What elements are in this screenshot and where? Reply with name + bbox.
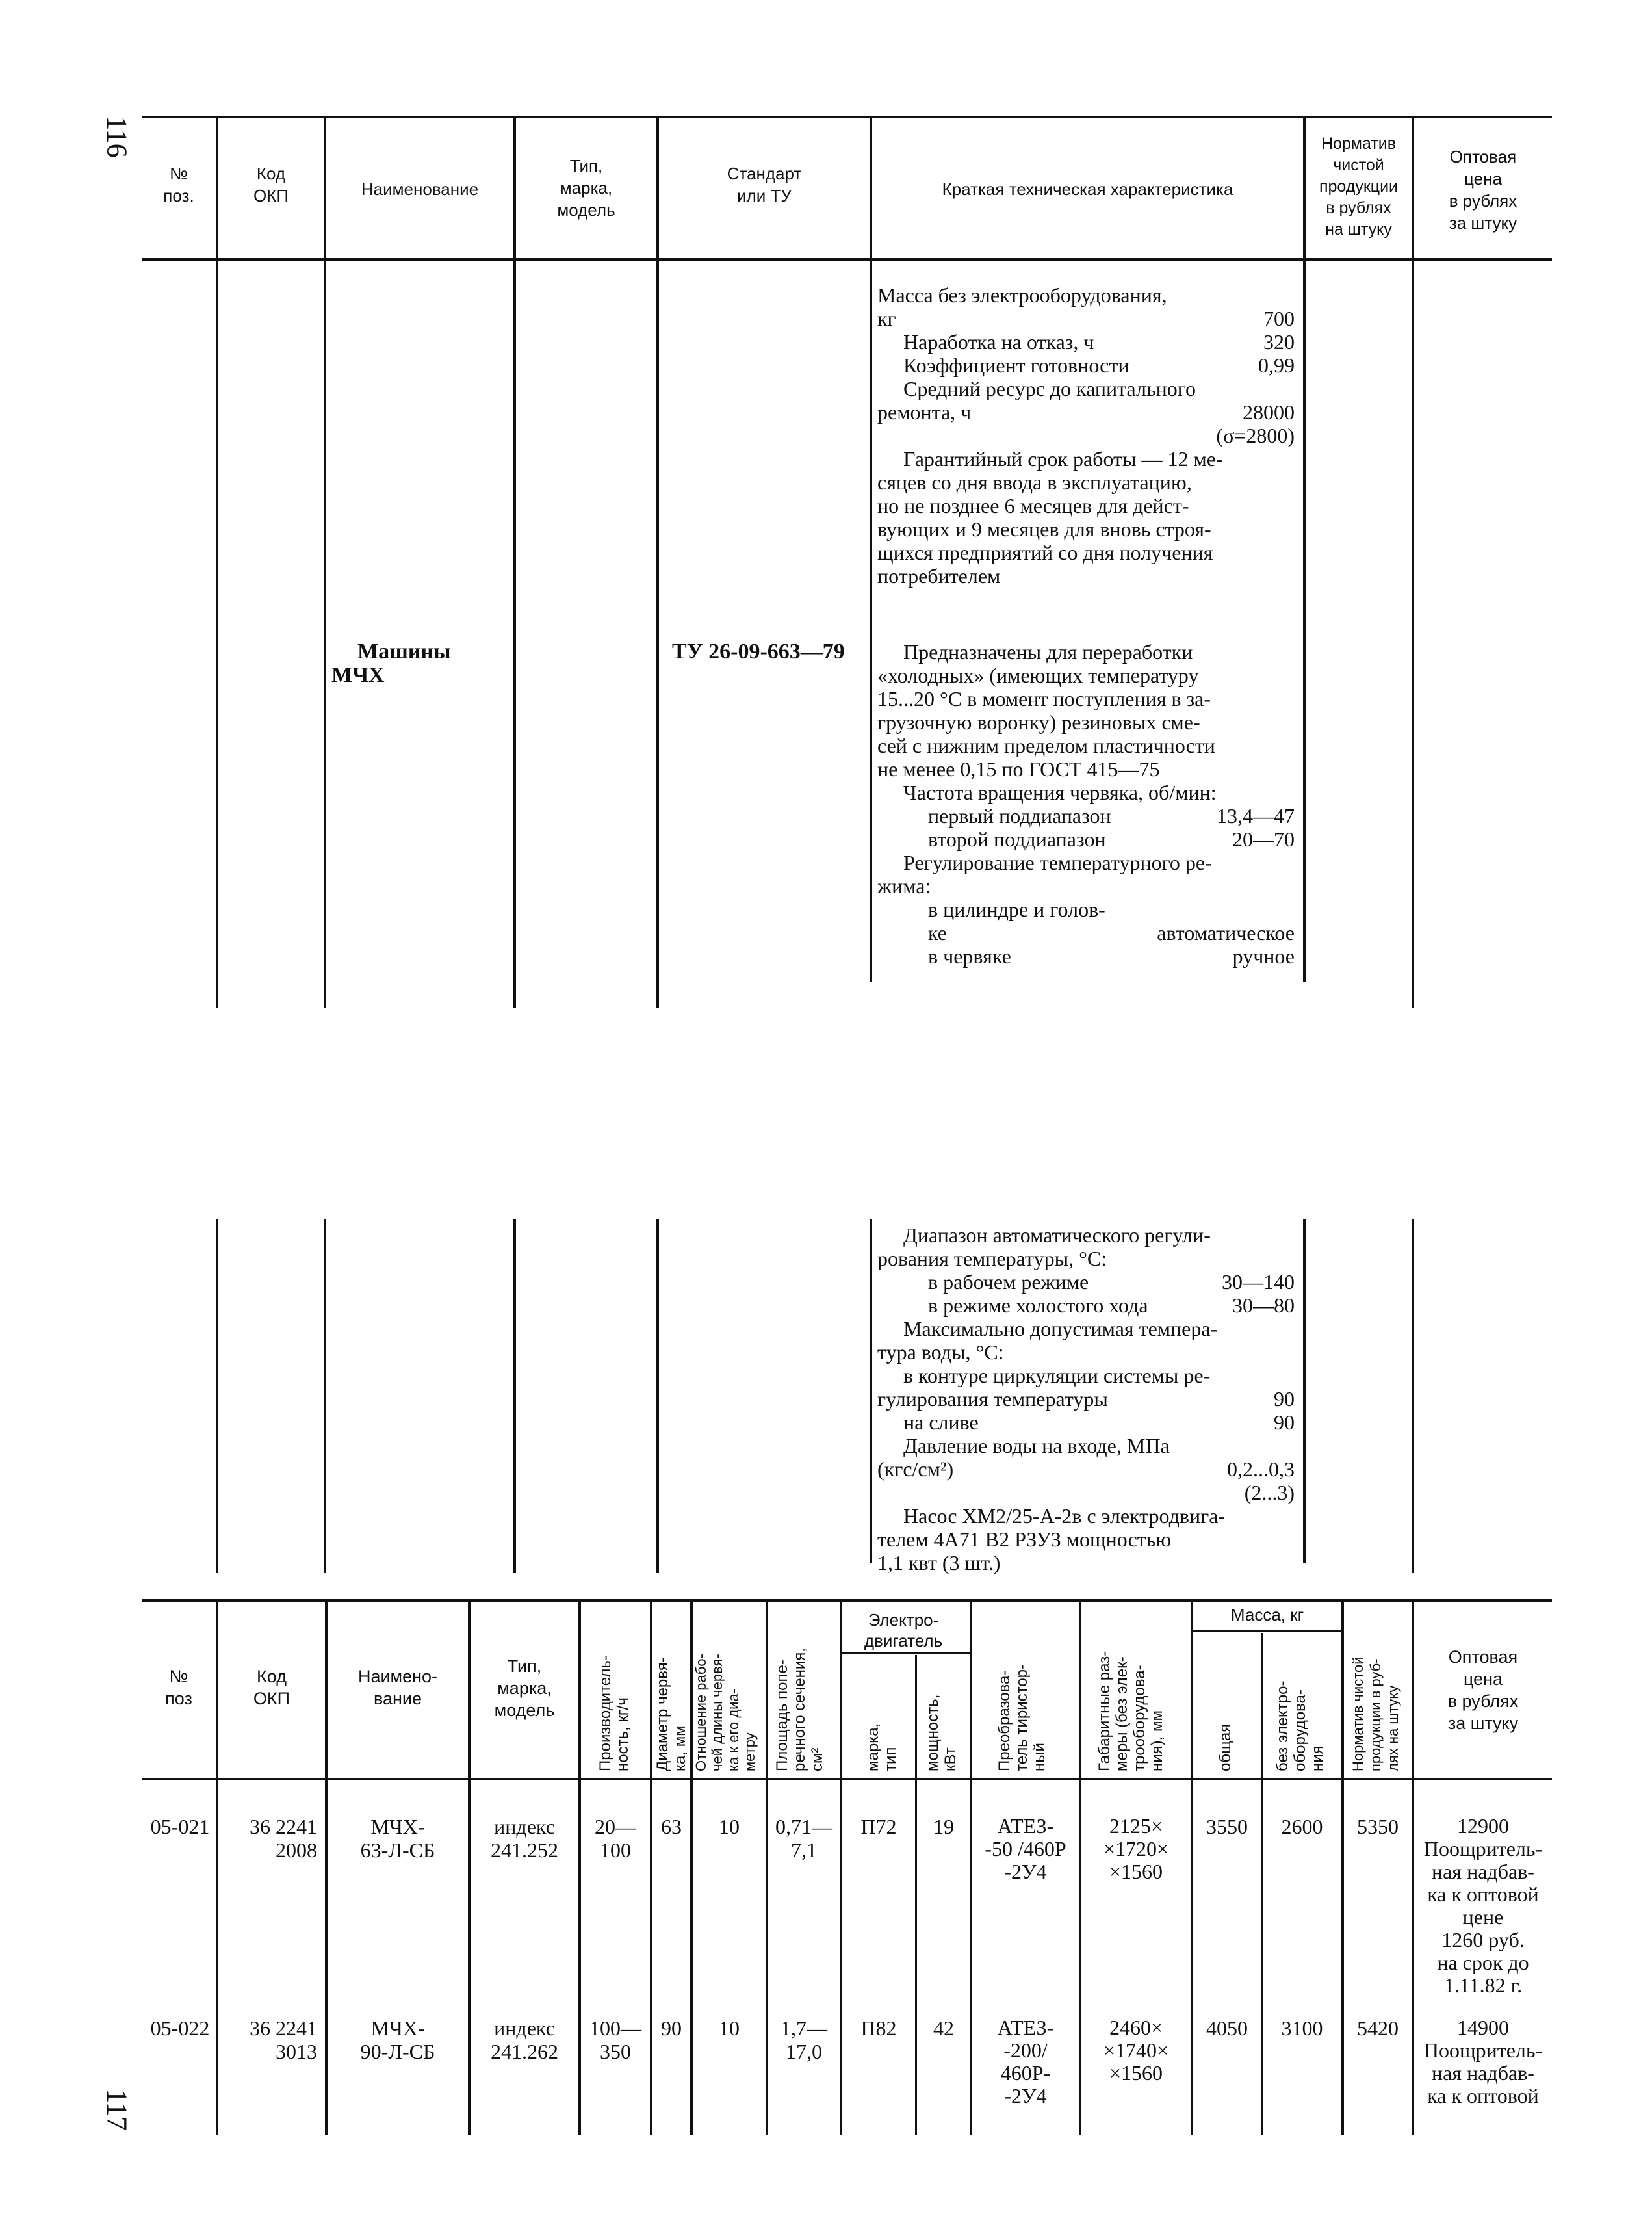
spec-label: Предназначены для переработки: [903, 640, 1193, 664]
spec-label: сяцев со дня ввода в эксплуатацию,: [877, 471, 1192, 494]
spec-label: тура воды, °С:: [877, 1340, 1004, 1364]
cell-motor-brand: П72: [860, 1815, 897, 1838]
product-name: Машины МЧХ: [331, 640, 451, 687]
header-spec: Краткая техническая характеристика: [942, 179, 1233, 199]
cell-norm: 5350: [1357, 1815, 1399, 1838]
bh-area: Площадь попе- речного сечения, см²: [773, 1648, 826, 1771]
spec-label: вующих и 9 месяцев для вновь строя-: [877, 517, 1211, 541]
spec-value: (σ=2800): [1216, 424, 1295, 447]
spec-label: «холодных» (имеющих температуру: [877, 664, 1199, 687]
spec-label: Частота вращения червяка, об/мин:: [903, 781, 1217, 804]
spec-label: рования температуры, °С:: [877, 1247, 1107, 1270]
spec-block-2: [877, 640, 1295, 968]
cell-capacity: 100— 350: [589, 2016, 641, 2063]
cell-ratio: 10: [719, 2016, 740, 2040]
spec-value: ручное: [1232, 945, 1295, 968]
spec-label: ремонта, ч: [877, 400, 972, 424]
bh-converter: Преобразова- тель тиристор- ный: [996, 1663, 1048, 1771]
cell-ratio: 10: [719, 1815, 740, 1838]
spec-label: ке: [928, 921, 947, 945]
spec-block-1: [877, 283, 1295, 588]
spec-value: 30—80: [1232, 1294, 1295, 1317]
bh-norm: Норматив чистой продукции в руб- лях на штуку: [1350, 1656, 1401, 1771]
bh-mass-noequip: без электро- оборудова- ния: [1274, 1680, 1326, 1771]
cell-type: индекс 241.262: [491, 2016, 558, 2063]
spec-value: (2...3): [1244, 1481, 1295, 1504]
cell-pos: 05-021: [150, 1815, 210, 1838]
cell-converter: АТЕЗ- -50 /460Р -2У4: [985, 1814, 1066, 1883]
spec-value: 0,2...0,3: [1227, 1457, 1295, 1481]
spec-label: второй поддиапазон: [928, 828, 1106, 851]
cell-name: МЧХ- 90-Л-СБ: [360, 2016, 435, 2063]
header-type: Тип, марка, модель: [557, 156, 615, 220]
spec-label: Насос ХМ2/25-А-2в с электродвига-: [903, 1504, 1226, 1528]
cell-price: 12900 Поощритель- ная надбав- ка к оптовой цене 1260 руб. на срок до 1.11.82 г.: [1423, 1814, 1543, 1997]
spec-label: потребителем: [877, 564, 1001, 588]
bh-motor-power: мощность, кВт: [924, 1694, 959, 1771]
header-name: Наименование: [361, 179, 479, 199]
page-number-top: 116: [101, 116, 133, 158]
spec-value: 20—70: [1232, 828, 1295, 851]
spec-label: Масса без электрооборудования,: [877, 283, 1167, 307]
spec-value: 320: [1263, 330, 1295, 354]
cell-type: индекс 241.252: [491, 1815, 558, 1862]
bh-type: Тип, марка, модель: [494, 1656, 555, 1720]
spec-block-3: [877, 1223, 1295, 1574]
cell-dims: 2125× ×1720× ×1560: [1103, 1814, 1169, 1883]
spec-label: не менее 0,15 по ГОСТ 415—75: [877, 757, 1160, 781]
bh-motor-brand: марка, тип: [864, 1723, 899, 1771]
bh-dims: Габаритные раз- меры (без элек- трооборудова- ния), мм: [1096, 1650, 1166, 1771]
cell-mass-total: 3550: [1206, 1815, 1248, 1838]
spec-label: щихся предприятий со дня получения: [877, 541, 1213, 564]
cell-area: 1,7— 17,0: [781, 2016, 827, 2063]
bh-name: Наимено- вание: [357, 1667, 438, 1708]
spec-label: Диапазон автоматического регули-: [903, 1223, 1211, 1247]
spec-label: Максимально допустимая темпера-: [903, 1317, 1218, 1340]
spec-value: 90: [1274, 1411, 1295, 1434]
cell-pos: 05-022: [150, 2016, 210, 2040]
spec-label: жима:: [877, 874, 931, 898]
cell-area: 0,71— 7,1: [775, 1815, 832, 1862]
header-price: Оптовая цена в рублях за штуку: [1449, 147, 1517, 233]
spec-label: грузочную воронку) резиновых сме-: [877, 710, 1200, 734]
spec-label: в режиме холостого хода: [928, 1294, 1148, 1317]
spec-label: в червяке: [928, 945, 1011, 968]
cell-mass-noequip: 2600: [1281, 1815, 1323, 1838]
bh-mass: Масса, кг: [1230, 1605, 1304, 1624]
bh-pos: № поз: [165, 1667, 192, 1708]
header-standard: Стандарт или ТУ: [727, 164, 802, 205]
bh-mass-total: общая: [1217, 1723, 1234, 1771]
spec-label: в рабочем режиме: [928, 1270, 1089, 1294]
bh-diameter: Диаметр червя- ка, мм: [654, 1657, 689, 1771]
cell-converter: АТЕЗ- -200/ 460Р- -2У4: [997, 2016, 1054, 2107]
cell-mass-total: 4050: [1206, 2016, 1248, 2040]
header-okp: Код ОКП: [253, 164, 289, 205]
spec-label: Гарантийный срок работы — 12 ме-: [903, 447, 1223, 471]
spec-label: 1,1 квт (3 шт.): [877, 1551, 1001, 1574]
spec-value: 28000: [1243, 400, 1295, 424]
cell-mass-noequip: 3100: [1281, 2016, 1323, 2040]
spec-label: первый поддиапазон: [928, 804, 1111, 828]
cell-motor-power: 19: [933, 1815, 954, 1838]
spec-label: в цилиндре и голов-: [928, 898, 1105, 921]
spec-label: 15...20 °С в момент поступления в за-: [877, 687, 1211, 710]
bh-motor: Электро-двигатель: [864, 1610, 943, 1650]
page-number-bottom: 117: [101, 2089, 133, 2131]
spec-label: сей с нижним пределом пластичности: [877, 734, 1215, 757]
cell-price: 14900 Поощритель- ная надбав- ка к оптовой: [1423, 2016, 1543, 2107]
spec-value: 13,4—47: [1217, 804, 1295, 828]
bh-ratio: Отношение рабо- чей длины червя- ка к его диа- метру: [693, 1654, 758, 1771]
cell-dims: 2460× ×1740× ×1560: [1103, 2016, 1169, 2085]
cell-capacity: 20— 100: [595, 1815, 636, 1862]
bh-okp: Код ОКП: [253, 1667, 290, 1708]
cell-okp: 36 2241 2008: [250, 1815, 317, 1862]
header-norm: Норматив чистой продукции в рублях на штуку: [1319, 135, 1399, 239]
bh-price: Оптовая цена в рублях за штуку: [1447, 1647, 1519, 1733]
spec-label: (кгс/см²): [877, 1457, 954, 1481]
cell-diameter: 63: [661, 1815, 682, 1838]
spec-value: автоматическое: [1157, 921, 1295, 945]
cell-okp: 36 2241 3013: [250, 2016, 317, 2063]
spec-label: гулирования температуры: [877, 1387, 1108, 1411]
spec-label: Давление воды на входе, МПа: [903, 1434, 1170, 1457]
spec-label: Регулирование температурного ре-: [903, 851, 1212, 874]
spec-label: Средний ресурс до капитального: [903, 377, 1196, 400]
spec-label: в контуре циркуляции системы ре-: [903, 1364, 1211, 1387]
cell-name: МЧХ- 63-Л-СБ: [360, 1815, 435, 1862]
cell-norm: 5420: [1357, 2016, 1399, 2040]
spec-value: 0,99: [1258, 354, 1295, 377]
spec-label: но не позднее 6 месяцев для дейст-: [877, 494, 1189, 517]
cell-motor-brand: П82: [860, 2016, 897, 2040]
spec-label: Наработка на отказ, ч: [903, 330, 1094, 354]
cell-motor-power: 42: [933, 2016, 954, 2040]
spec-label: на сливе: [903, 1411, 979, 1434]
bh-capacity: Производитель- ность, кг/ч: [597, 1655, 632, 1771]
spec-label: Коэффициент готовности: [903, 354, 1129, 377]
cell-diameter: 90: [661, 2016, 682, 2040]
spec-value: 700: [1263, 307, 1295, 330]
spec-value: 90: [1274, 1387, 1295, 1411]
standard-value: ТУ 26-09-663—79: [672, 640, 845, 664]
spec-value: 30—140: [1222, 1270, 1295, 1294]
spec-label: телем 4А71 В2 РЗУЗ мощностью: [877, 1528, 1172, 1551]
spec-label: кг: [877, 307, 896, 330]
header-pos: № поз.: [163, 164, 194, 205]
